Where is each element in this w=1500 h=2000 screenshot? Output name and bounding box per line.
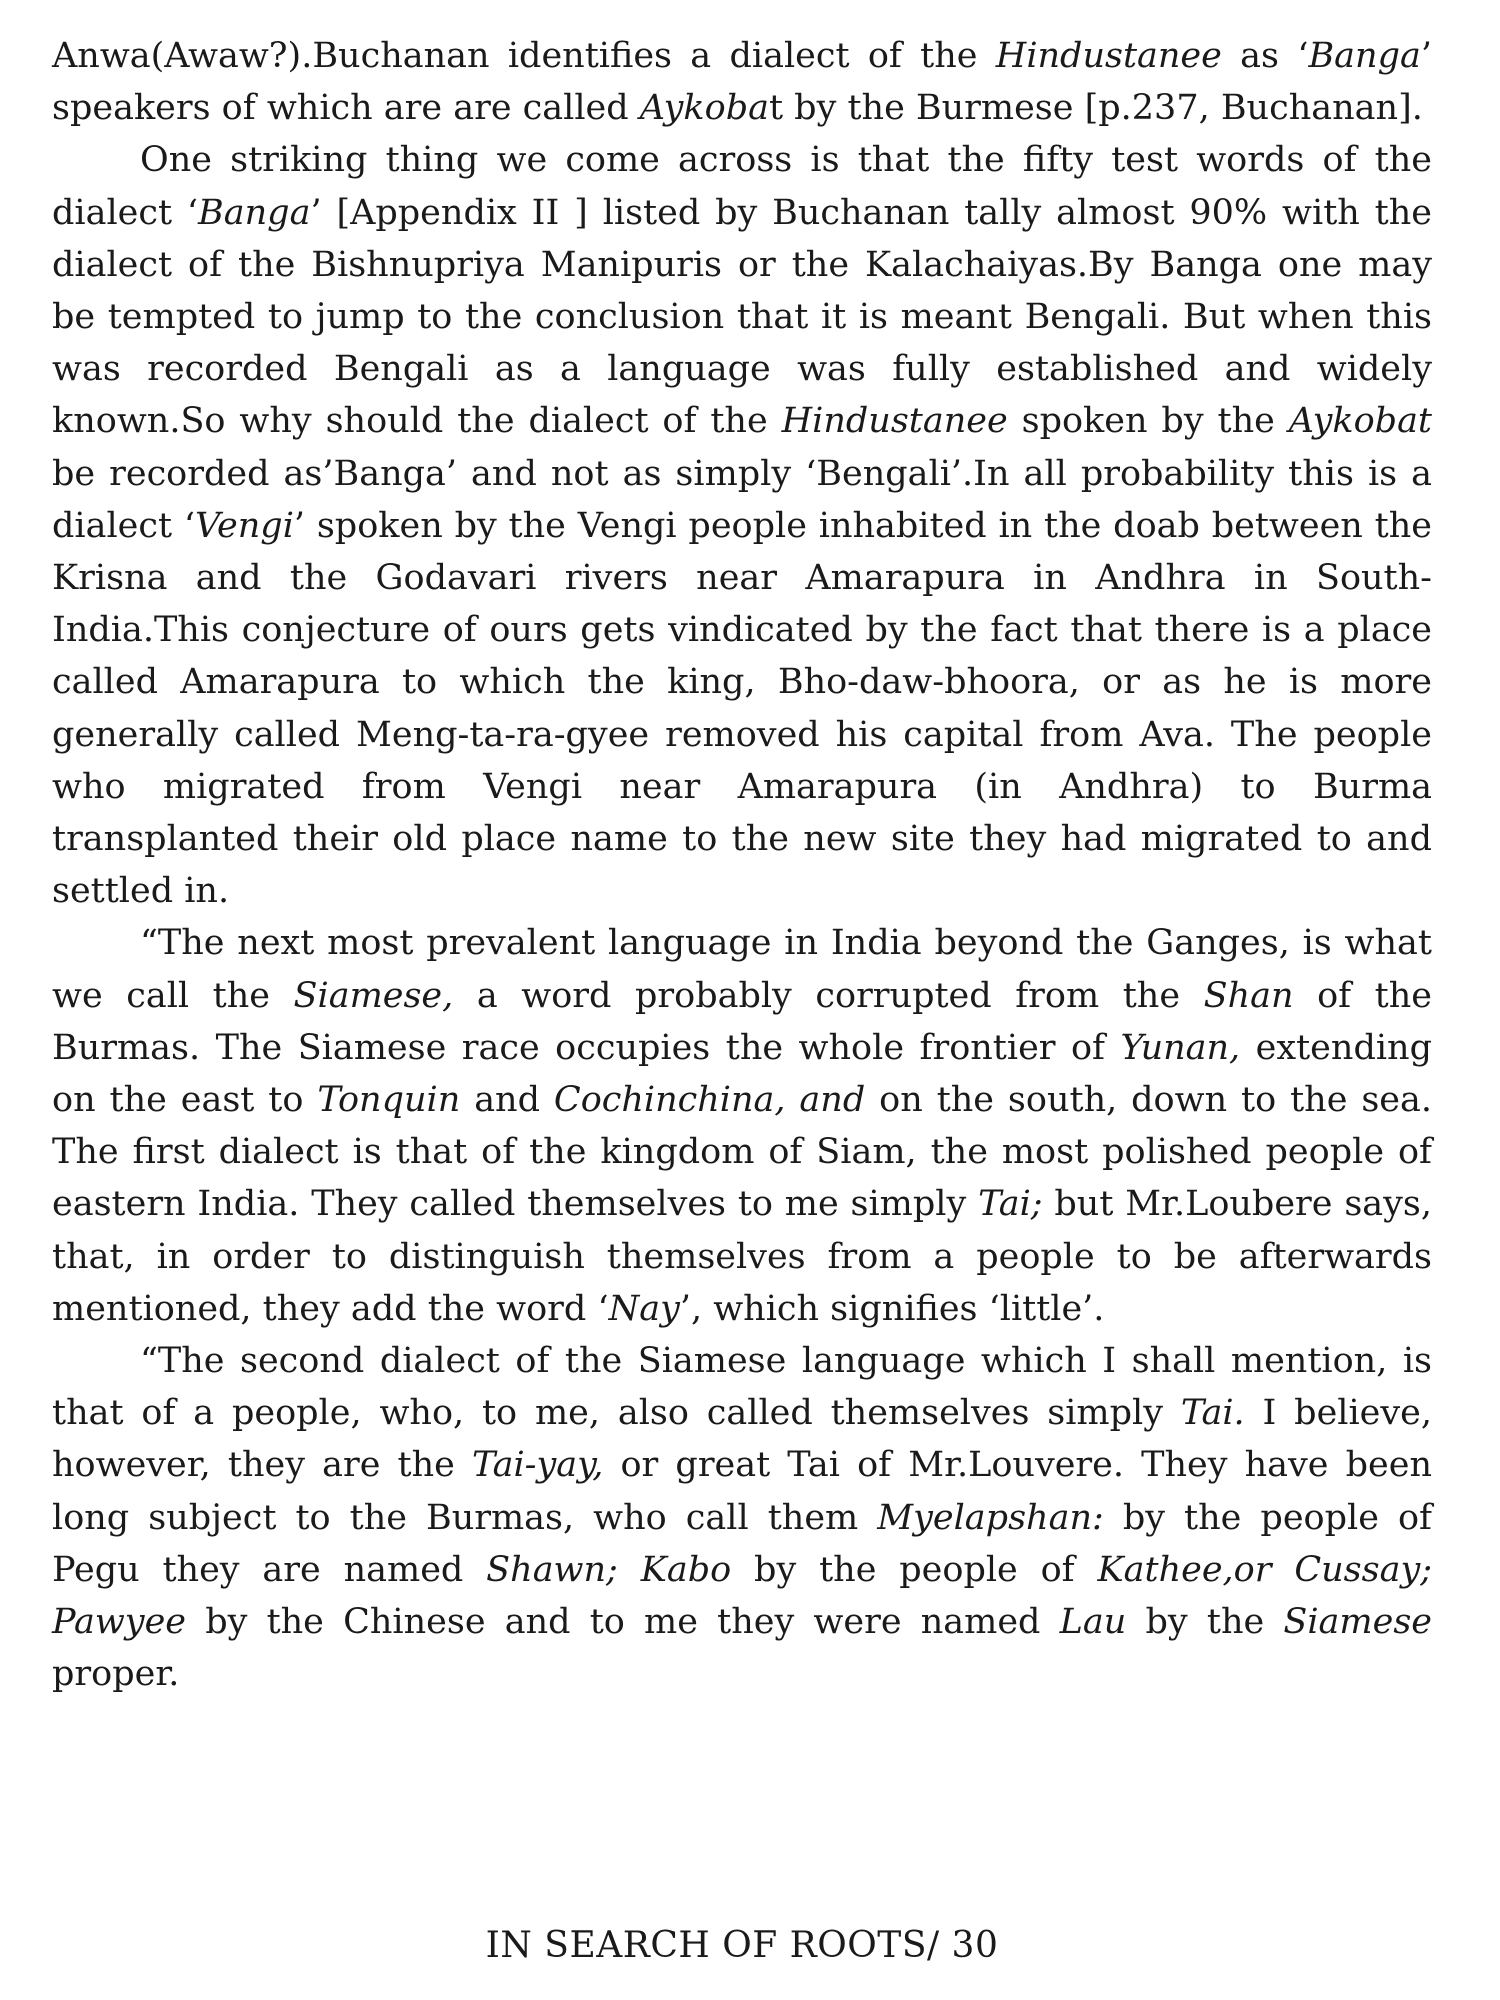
text-run: by the people of Pegu they are named (52, 1497, 1432, 1590)
book-page (52, 30, 1432, 1970)
italic-term: Banga (198, 192, 311, 233)
text-run: be recorded as’Banga’ and not as simply ‘Bengali’.In all probability this is a dialect ‘ (52, 453, 1432, 546)
text-run: extending on the east to (52, 1027, 1432, 1121)
italic-term: Tonquin (317, 1080, 461, 1121)
text-run: of the Burmas. The Siamese race occupies the whole frontier of (52, 975, 1432, 1068)
text-run: “The second dialect of the Siamese language which I shall mention, is that of a people, who, to me, also called themselves simply (52, 1341, 1432, 1434)
text-run: ’, which signifies ‘little’. (679, 1288, 1105, 1329)
italic-term: Tai. (1180, 1393, 1245, 1434)
body-text (52, 30, 1432, 1701)
italic-term: Lau (1059, 1602, 1127, 1643)
italic-term: Shawn; Kabo (486, 1549, 732, 1590)
italic-term: Kathee,or Cussay; Pawyee (52, 1549, 1433, 1643)
text-run: and (460, 1080, 554, 1121)
text-run: One striking thing we come across is that the fifty test words of the dialect ‘ (52, 140, 1432, 233)
text-run: Anwa(Awaw?).Buchanan identifies a dialect of the (52, 36, 996, 76)
italic-term: Siamese (1283, 1602, 1433, 1643)
text-run: ’ spoken by the Vengi people inhabited in the doab between the Krisna and the Godavari rivers near Amarapura in Andhra in South-India.This conjecture of ours gets vindicated by the fact that there is a place called Amarapura to which the king, Bho-daw-bhoora, or as he is more generally called Meng-ta-ra-gyee removed his capital from Ava. The people who migrated from Vengi near Amarapura (in Andhra) to Burma transplanted their old place name to the new site they had migrated to and settled in. (52, 505, 1432, 912)
text-run: ’ [Appendix II ] listed by Buchanan tally almost 90% with the dialect of the Bishnupriya Manipuris or the Kalachaiyas.By Banga one may be tempted to jump to the conclusion that it is meant Bengali. But when this was recorded Bengali as a language was fully established and widely known.So why should the dialect of the (52, 192, 1433, 442)
paragraph-2 (52, 134, 1432, 917)
text-run: proper. (52, 1654, 180, 1695)
text-run: as ‘ (1221, 36, 1309, 76)
italic-term: Cochinchina, and (553, 1080, 866, 1121)
text-run: by the people of (731, 1549, 1098, 1590)
italic-term: Nay (608, 1288, 680, 1329)
italic-term: Tai-yay, (471, 1445, 604, 1486)
text-run: but Mr.Loubere says, that, in order to distinguish themselves from a people to be afterwards mentioned, they add the word ‘ (52, 1184, 1433, 1329)
text-run: ’ speakers of which are are called (52, 36, 1432, 129)
paragraph-3 (52, 917, 1432, 1335)
italic-term: Shan (1203, 975, 1294, 1016)
italic-term: Aykoba (639, 88, 769, 129)
text-run: on the south, down to the sea. The first dialect is that of the kingdom of Siam, the most polished people of eastern India. They called themselves to me simply (52, 1080, 1432, 1225)
italic-term: Siamese, (293, 975, 454, 1016)
italic-term: Hindustanee (781, 401, 1008, 442)
page-footer: IN SEARCH OF ROOTS/ 30 (485, 1925, 999, 1966)
text-run: or great Tai of Mr.Louvere. They have been long subject to the Burmas, who call them (52, 1445, 1432, 1538)
paragraph-4 (52, 1335, 1432, 1700)
paragraph-1 (52, 30, 1432, 134)
italic-term: Hindustanee (995, 36, 1222, 76)
italic-term: Yunan, (1120, 1027, 1241, 1068)
text-run: by the Chinese and to me they were named (186, 1602, 1060, 1643)
text-run: “The next most prevalent language in India beyond the Ganges, is what we call the (52, 923, 1432, 1016)
italic-term: Tai; (978, 1184, 1043, 1225)
italic-term: Aykobat (1288, 401, 1432, 442)
text-run: I believe, however, they are the (52, 1393, 1433, 1486)
text-run: spoken by the (1007, 401, 1289, 442)
text-run: a word probably corrupted from the (453, 975, 1204, 1016)
italic-term: Vengi (194, 505, 294, 546)
text-run: by the (1126, 1602, 1284, 1643)
italic-term: Banga (1308, 36, 1421, 76)
italic-term: Myelapshan: (877, 1497, 1104, 1538)
text-run: t by the Burmese [p.237, Buchanan]. (768, 88, 1423, 129)
